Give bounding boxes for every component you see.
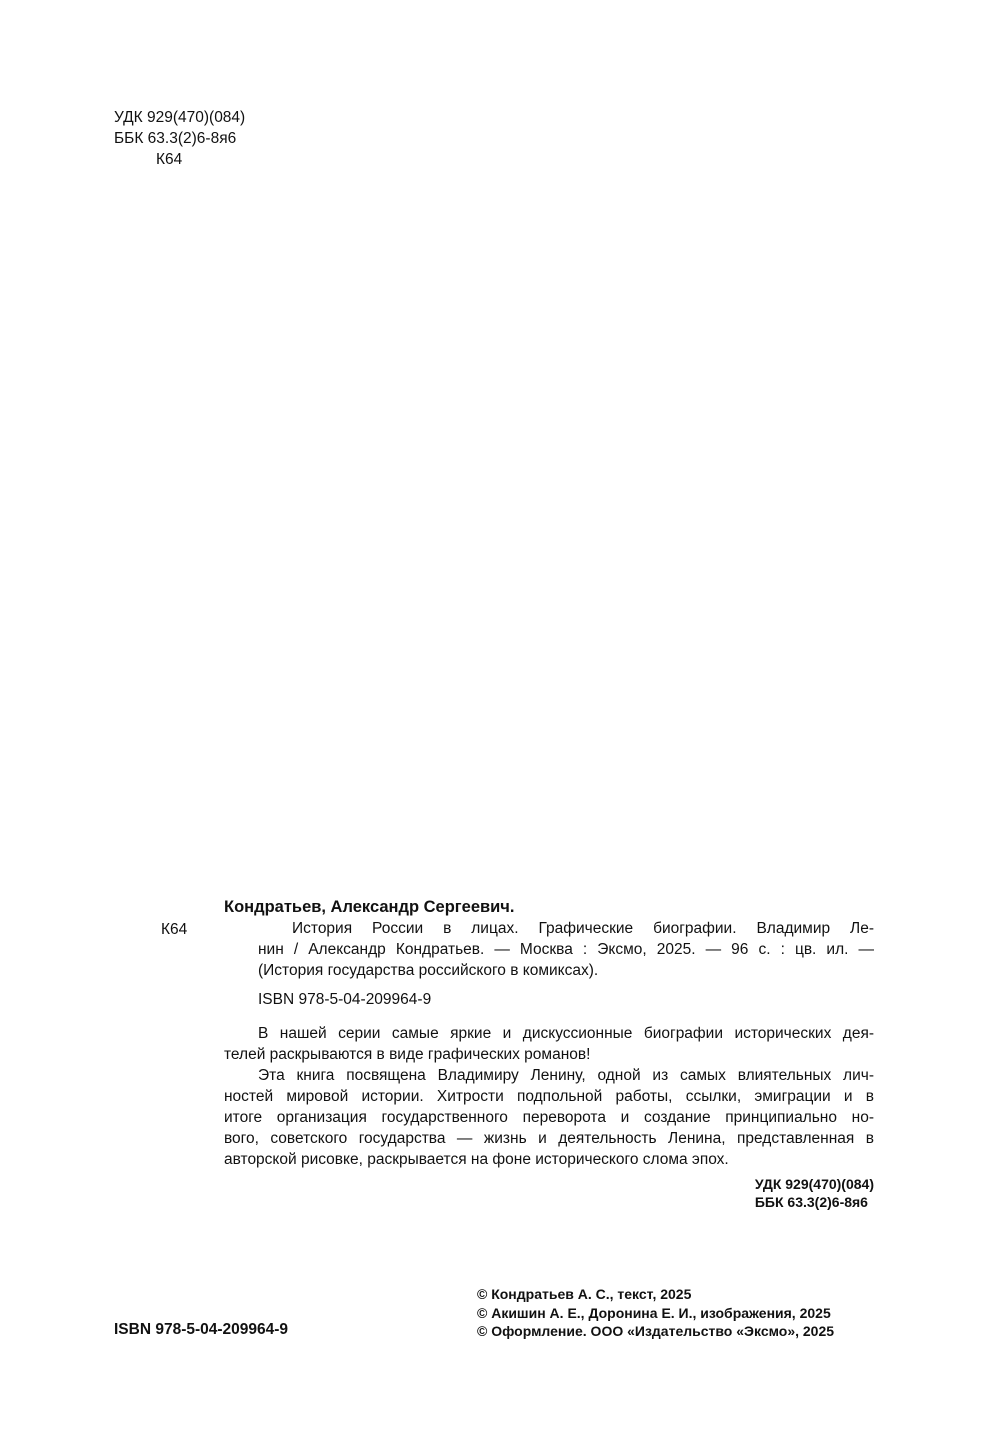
bold-classification-codes <box>755 1175 874 1211</box>
copyright-line: © Оформление. ООО «Издательство «Эксмо», 2025 <box>477 1323 835 1339</box>
annotation-line: В нашей серии самые яркие и дискуссионные биографии исторических дея- <box>258 1025 874 1042</box>
copyright-block <box>477 1285 834 1341</box>
annotation <box>224 1023 874 1170</box>
description-line: История России в лицах. Графические биографии. Владимир Ле- <box>292 920 874 937</box>
description-line: (История государства российского в комиксах). <box>258 962 599 979</box>
description-line: нин / Александр Кондратьев. — Москва : Эксмо, 2025. — 96 с. : цв. ил. — <box>258 941 874 958</box>
description <box>224 918 874 981</box>
bbk-code-bold: ББК 63.3(2)6-8я6 <box>754 1194 868 1210</box>
udk-code-bold: УДК 929(470)(084) <box>754 1176 874 1192</box>
isbn-inline: ISBN 978-5-04-209964-9 <box>258 991 432 1008</box>
annotation-line: итоге организация государственного переворота и создание принципиально но- <box>224 1109 874 1126</box>
annotation-line: вого, советского государства — жизнь и деятельность Ленина, представленная в <box>224 1130 874 1147</box>
udk-code: УДК 929(470)(084) <box>114 109 246 126</box>
annotation-line: авторской рисовке, раскрывается на фоне исторического слома эпох. <box>224 1151 729 1168</box>
annotation-line: Эта книга посвящена Владимиру Ленину, одной из самых влиятельных лич- <box>258 1067 874 1084</box>
copyright-line: © Акишин А. Е., Доронина Е. И., изображения, 2025 <box>477 1304 831 1321</box>
isbn-footer: ISBN 978-5-04-209964-9 <box>114 1321 289 1338</box>
author-sign: К64 <box>156 151 183 168</box>
bibliographic-record <box>224 897 874 1170</box>
copyright-line: © Кондратьев А. С., текст, 2025 <box>477 1286 692 1302</box>
annotation-line: телей раскрываются в виде графических романов! <box>224 1046 591 1063</box>
annotation-line: ностей мировой истории. Хитрости подпольной работы, ссылки, эмиграции и в <box>224 1088 874 1105</box>
top-classification-codes <box>114 107 245 170</box>
author-name: Кондратьев, Александр Сергеевич. <box>224 898 515 916</box>
bbk-code: ББК 63.3(2)6-8я6 <box>114 130 237 147</box>
side-author-sign: К64 <box>161 921 188 938</box>
